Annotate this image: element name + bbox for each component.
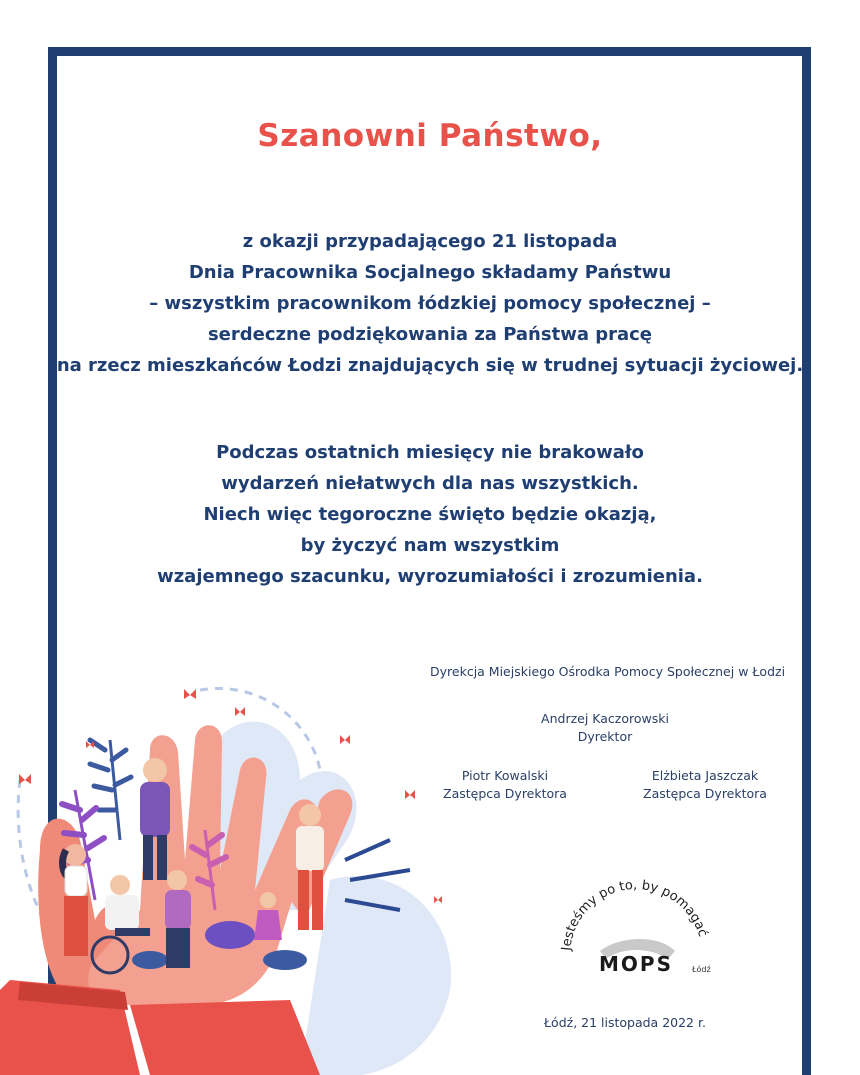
greeting-paragraph [0,226,860,381]
organization-signature: Dyrekcja Miejskiego Ośrodka Pomocy Społecznej w Łodzi [430,664,786,679]
mops-logo [550,855,720,985]
deputy-name: Piotr Kowalski [461,768,549,783]
logo-name: MOPS [599,952,673,976]
paragraph-line: wydarzeń niełatwych dla nas wszystkich. [221,473,639,494]
paragraph-line: z okazji przypadającego 21 listopada [242,231,618,252]
hands-illustration [0,660,480,1075]
paragraph-line: by życzyć nam wszystkim [300,535,560,556]
deputy-name: Elżbieta Jaszczak [651,768,759,783]
wishes-paragraph [0,437,860,592]
director-signature [520,710,690,746]
deputy-signature-2 [625,767,785,803]
page-title: Szanowni Państwo, [257,118,603,154]
paragraph-line: Podczas ostatnich miesięcy nie brakowało [216,442,644,463]
director-role: Dyrektor [577,729,633,744]
paragraph-line: wzajemnego szacunku, wyrozumiałości i zrozumienia. [157,566,703,587]
deputy-role: Zastępca Dyrektora [643,786,767,801]
logo-city: Łódź [692,965,711,974]
logo-slogan: Jesteśmy po to, by pomagać [559,877,711,952]
paragraph-line: – wszystkim pracownikom łódzkiej pomocy społecznej – [149,293,711,314]
paragraph-line: Niech więc tegoroczne święto będzie okazją, [203,504,657,525]
paragraph-line: serdeczne podziękowania za Państwa pracę [207,324,653,345]
paragraph-line: na rzecz mieszkańców Łodzi znajdujących się w trudnej sytuacji życiowej. [56,355,804,376]
document-date: Łódź, 21 listopada 2022 r. [544,1015,706,1030]
deputy-role: Zastępca Dyrektora [443,786,567,801]
director-name: Andrzej Kaczorowski [541,711,669,726]
paragraph-line: Dnia Pracownika Socjalnego składamy Państwu [188,262,672,283]
